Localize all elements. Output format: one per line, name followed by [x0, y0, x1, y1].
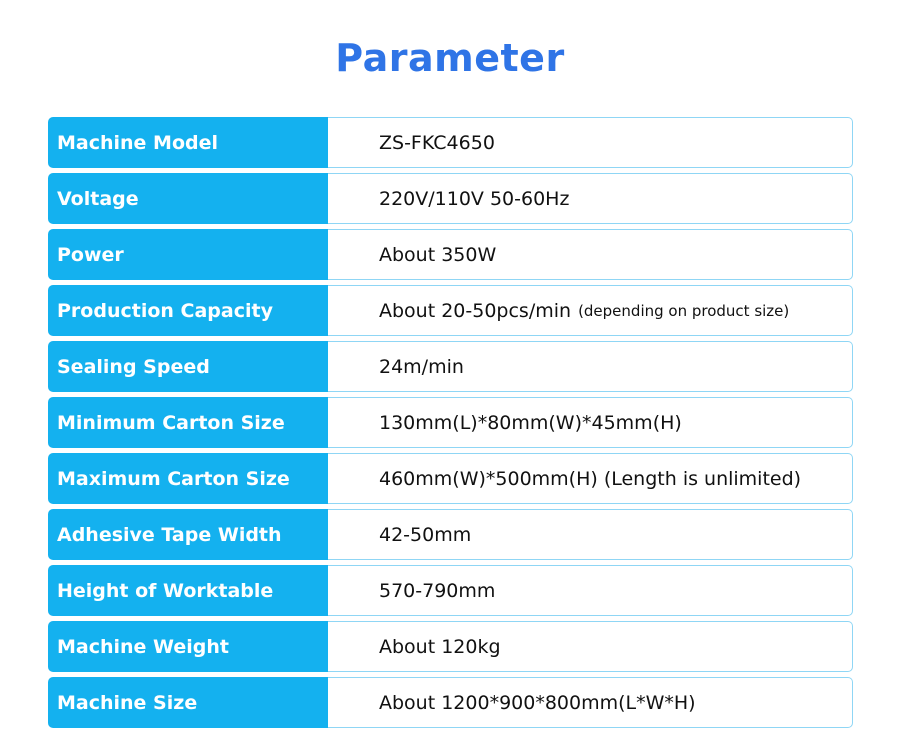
row-value-cell [328, 341, 853, 392]
page-title: Parameter [335, 36, 565, 80]
row-value: About 120kg [379, 635, 501, 658]
row-label: Height of Worktable [48, 565, 328, 616]
row-value: 570-790mm [379, 579, 496, 602]
row-value-cell [328, 677, 853, 728]
table-row [48, 117, 853, 168]
row-value: About 1200*900*800mm(L*W*H) [379, 691, 696, 714]
row-value: 220V/110V 50-60Hz [379, 187, 570, 210]
table-row [48, 565, 853, 616]
row-value: About 20-50pcs/min [379, 299, 572, 322]
row-value: 130mm(L)*80mm(W)*45mm(H) [379, 411, 682, 434]
table-row [48, 677, 853, 728]
table-row [48, 621, 853, 672]
row-value: 460mm(W)*500mm(H) (Length is unlimited) [379, 467, 802, 490]
row-label: Machine Size [48, 677, 328, 728]
parameter-table [48, 117, 853, 733]
row-value: 42-50mm [379, 523, 472, 546]
row-value-cell [328, 621, 853, 672]
row-value-cell [328, 397, 853, 448]
row-value-cell [328, 509, 853, 560]
table-row [48, 173, 853, 224]
row-value: About 350W [379, 243, 497, 266]
row-value-cell [328, 173, 853, 224]
row-label: Maximum Carton Size [48, 453, 328, 504]
table-row [48, 453, 853, 504]
row-label: Minimum Carton Size [48, 397, 328, 448]
row-label: Machine Weight [48, 621, 328, 672]
row-value-cell [328, 117, 853, 168]
table-row [48, 229, 853, 280]
row-label: Production Capacity [48, 285, 328, 336]
table-row [48, 397, 853, 448]
row-value-cell [328, 229, 853, 280]
row-label: Machine Model [48, 117, 328, 168]
row-label: Adhesive Tape Width [48, 509, 328, 560]
row-value-note: (depending on product size) [578, 301, 790, 320]
row-label: Voltage [48, 173, 328, 224]
table-row [48, 285, 853, 336]
table-row [48, 509, 853, 560]
row-value: 24m/min [379, 355, 464, 378]
row-value: ZS-FKC4650 [379, 131, 495, 154]
table-row [48, 341, 853, 392]
row-value-cell [328, 285, 853, 336]
row-label: Sealing Speed [48, 341, 328, 392]
row-value-cell [328, 565, 853, 616]
row-label: Power [48, 229, 328, 280]
row-value-cell [328, 453, 853, 504]
